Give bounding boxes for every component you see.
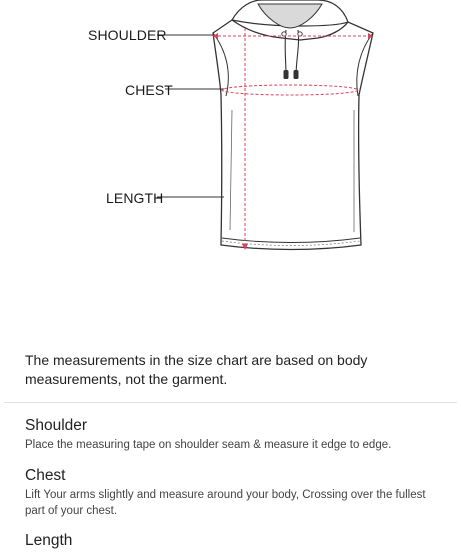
section-title: Shoulder <box>25 417 88 434</box>
section-length <box>25 532 445 550</box>
section-description: Lift Your arms slightly and measure around your body, Crossing over the fullest part of your chest. <box>25 489 426 517</box>
section-description: Place the measuring tape on shoulder seam & measure it edge to edge. <box>25 439 392 451</box>
section-chest <box>25 467 445 519</box>
aglet-right <box>294 70 299 79</box>
divider <box>4 402 457 403</box>
section-title: Chest <box>25 467 66 484</box>
intro-text: The measurements in the size chart are based on body measurements, not the garment. <box>25 352 368 387</box>
section-title: Length <box>25 532 73 549</box>
chest-label: CHEST <box>125 82 173 98</box>
aglet-left <box>284 70 289 79</box>
body-outline <box>213 20 373 250</box>
length-label: LENGTH <box>106 190 164 206</box>
shoulder-label: SHOULDER <box>88 27 167 43</box>
section-shoulder <box>25 417 445 454</box>
